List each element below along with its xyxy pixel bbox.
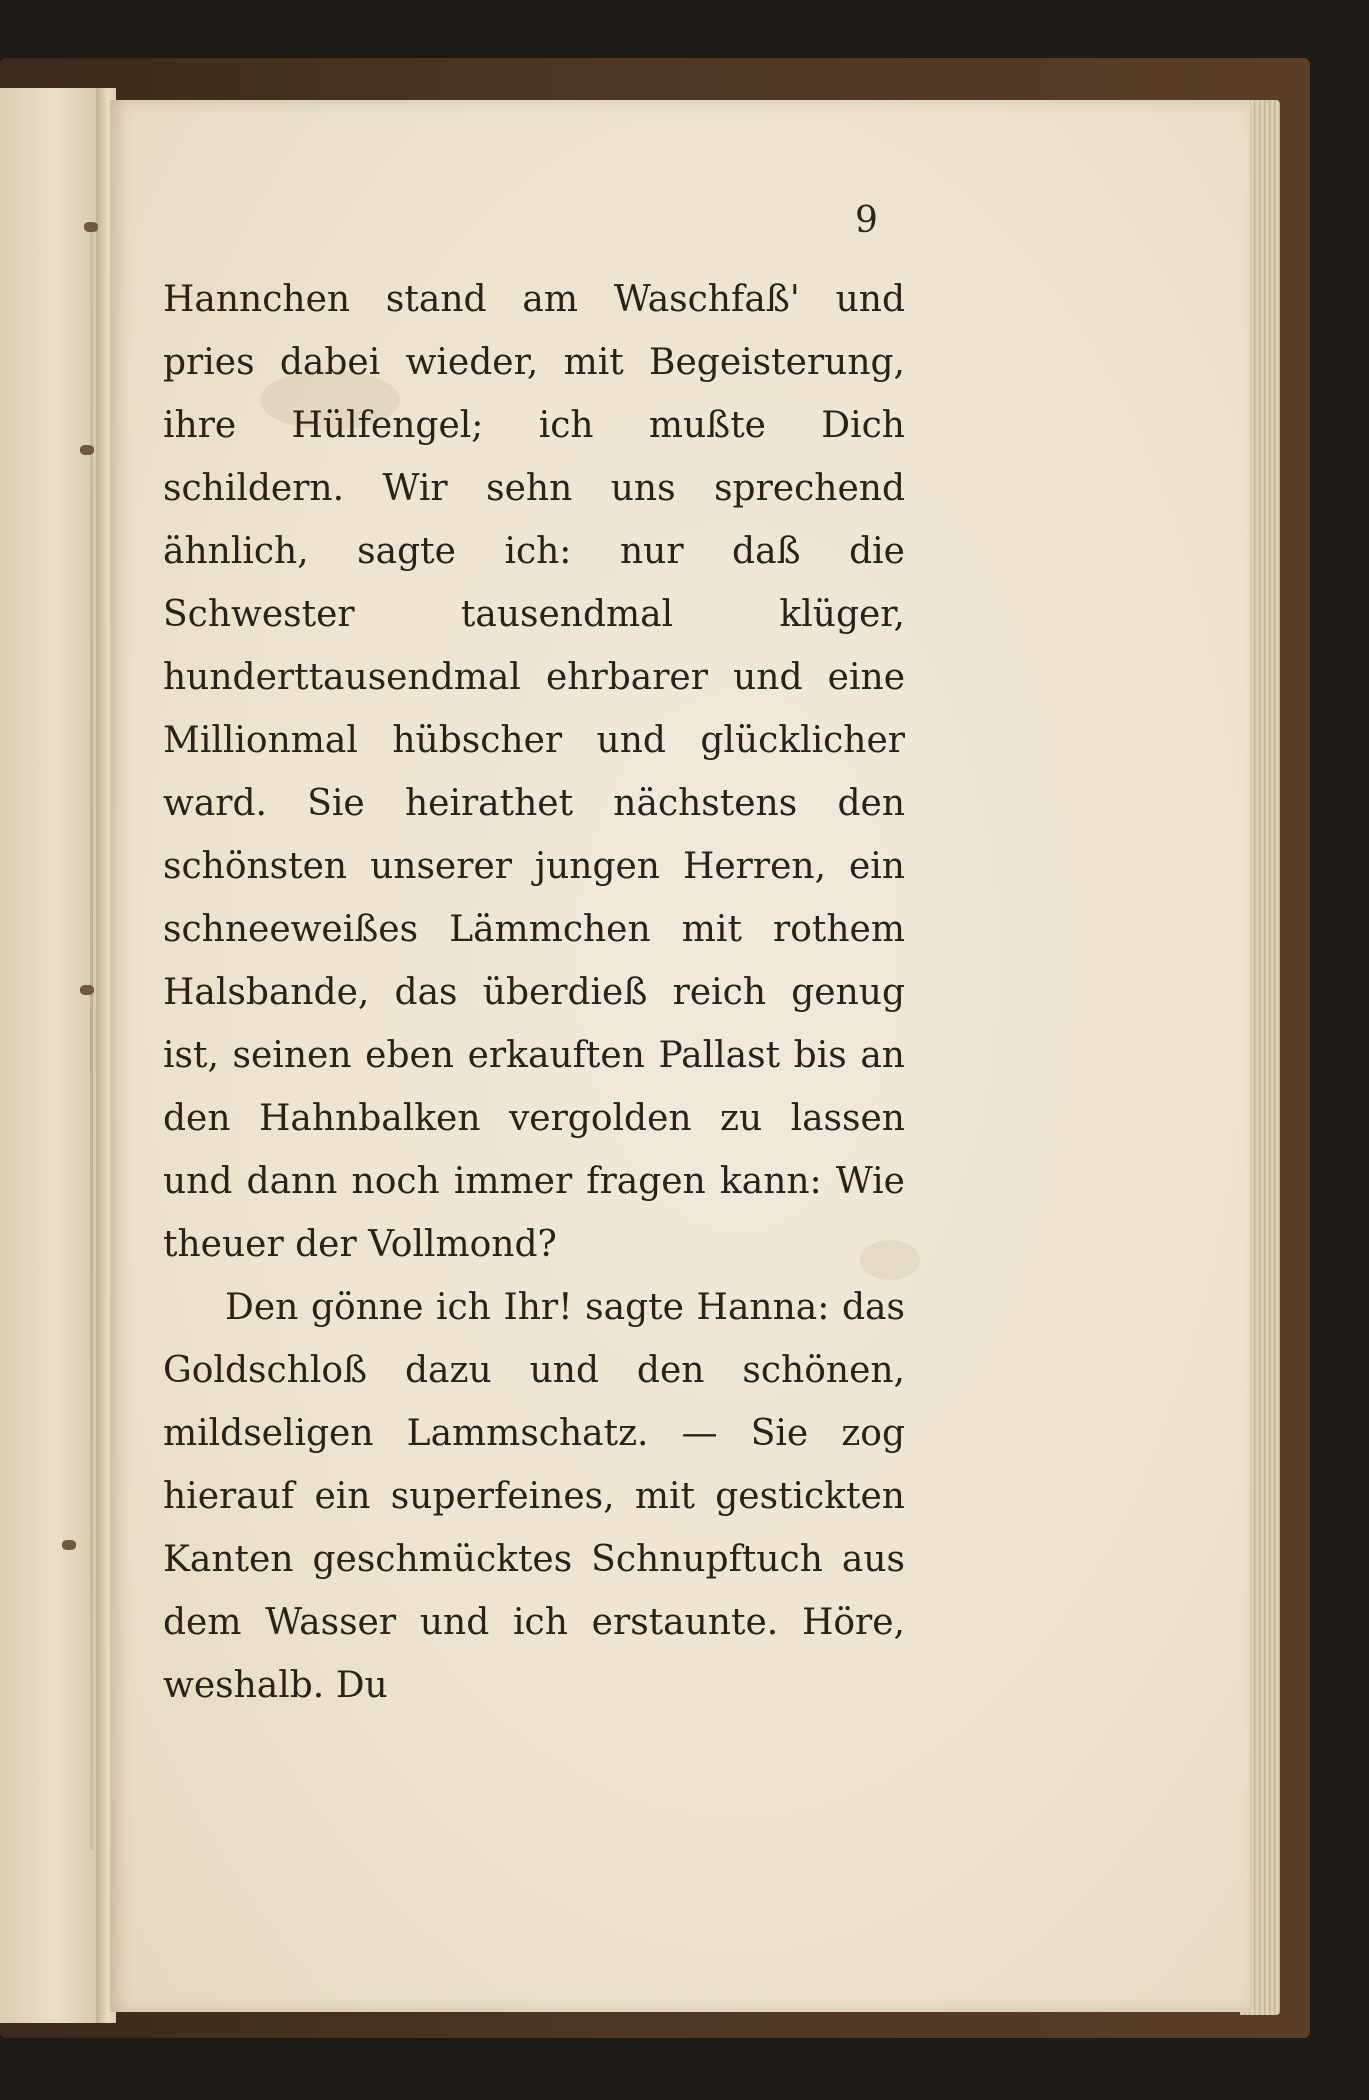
binding-stitch (62, 1540, 76, 1550)
page-number: 9 (855, 200, 878, 241)
binding-stitch (80, 445, 94, 455)
binding-thread (90, 230, 93, 1850)
paragraph: Den gönne ich Ihr! sagte Hanna: das Goldschloß dazu und den schönen, mildseligen Lammschatz. — Sie zog hierauf ein superfeines, mit gestickten Kanten geschmücktes Schnupftuch aus dem Wasser und ich erstaunte. Höre, weshalb. Du (163, 1287, 905, 1706)
paragraph: Hannchen stand am Waschfaß' und pries dabei wieder, mit Begeisterung, ihre Hülfengel; ich mußte Dich schildern. Wir sehn uns sprechend ähnlich, sagte ich: nur daß die Schwester tausendmal klüger, hunderttausendmal ehrbarer und eine Millionmal hübscher und glücklicher ward. Sie heirathet nächstens den schönsten unserer jungen Herren, ein schneeweißes Lämmchen mit rothem Halsbande, das überdieß reich genug ist, seinen eben erkauften Pallast bis an den Hahnbalken vergolden zu lassen und dann noch immer fragen kann: Wie theuer der Vollmond? (163, 279, 905, 1265)
binding-stitch (80, 985, 94, 995)
binding-stitch (84, 222, 98, 232)
page-text (163, 268, 905, 1717)
left-page-edge (0, 88, 104, 2023)
